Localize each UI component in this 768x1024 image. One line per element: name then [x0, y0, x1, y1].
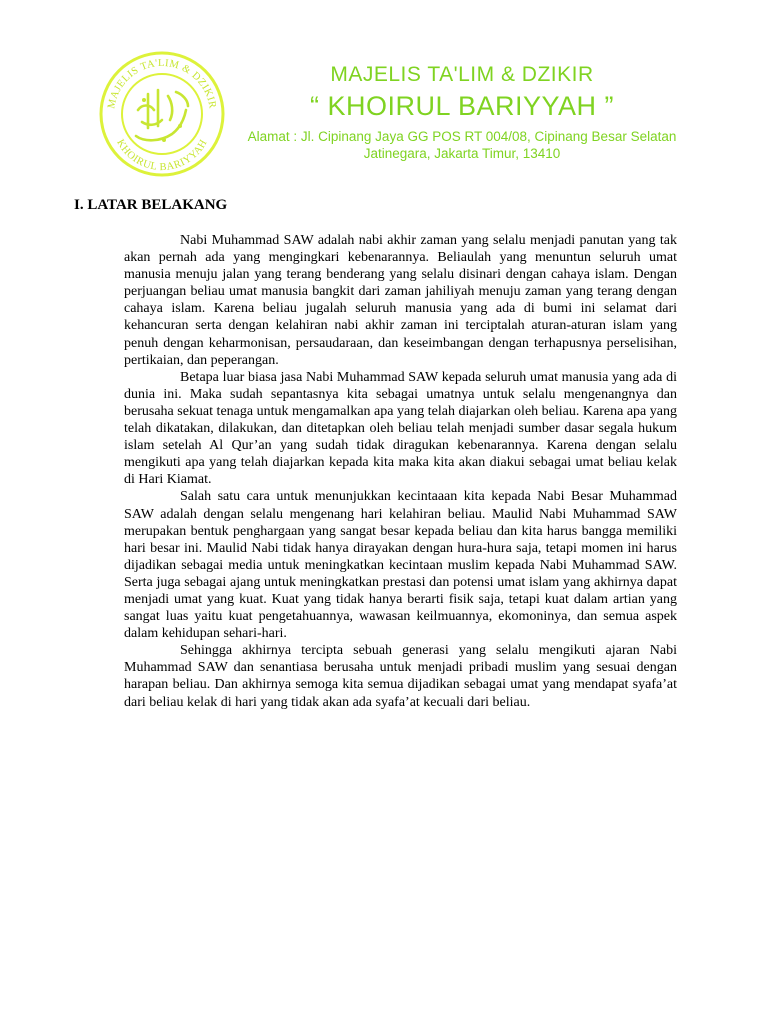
section-title: I. LATAR BELAKANG: [74, 197, 228, 213]
paragraph: Betapa luar biasa jasa Nabi Muhammad SAW kepada seluruh umat manusia yang ada di dunia ini. Maka sudah sepantasnya kita sebagai umatnya untuk selalu mengenangnya dan berusaha sekuat tenaga untuk mengamalkan apa yang telah diajarkan oleh beliau. Karena apa yang telah dikatakan, dilakukan, dan ditetapkan oleh beliau telah menjadi sumber dasar segala hukum islam setelah Al Qur’an yang sudah tidak diragukan kebenarannya. Karena dengan selalu mengikuti apa yang telah diajarkan kepada kita maka kita akan diakui sebagai umat beliau kelak di Hari Kiamat.: [124, 369, 677, 488]
document-body: [124, 232, 677, 711]
majelis-logo-icon: [98, 50, 226, 178]
paragraph: Salah satu cara untuk menunjukkan kecintaaan kita kepada Nabi Besar Muhammad SAW adalah dengan selalu mengenang hari kelahiran beliau. Maulid Nabi Muhammad SAW merupakan bentuk penghargaan yang sangat besar kepada beliau dan kita harus bangga memiliki hari besar ini. Maulid Nabi tidak hanya dirayakan dengan hura-hura saja, tetapi momen ini harus dijadikan sebagai media untuk meningkatkan kecintaan muslim kepada Nabi Muhammad SAW. Serta juga sebagai ajang untuk meningkatkan prestasi dan potensi umat islam yang akhirnya dapat menjadi umat yang kuat. Kuat yang tidak hanya berarti fisik saja, tetapi kuat dalam artian yang sangat luas yaitu kuat pengetahuannya, wawasan keilmuannya, ekomoninya, dan semua aspek dalam kehidupan sehari-hari.: [124, 489, 677, 642]
paragraph: Sehingga akhirnya tercipta sebuah generasi yang selalu mengikuti ajaran Nabi Muhammad SAW dan senantiasa berusaha untuk menjadi pribadi muslim yang sesuai dengan harapan beliau. Dan akhirnya semoga kita semua dijadikan sebagai umat yang mendapat syafa’at dari beliau kelak di hari yang tidak akan ada syafa’at kecuali dari beliau.: [124, 643, 677, 710]
address-line-2: Jatinegara, Jakarta Timur, 13410: [363, 146, 561, 161]
group-name: “ KHOIRUL BARIYYAH ”: [309, 91, 615, 121]
letterhead: [232, 62, 692, 162]
calligraphy-icon: [136, 90, 188, 142]
svg-text:KHOIRUL BARIYYAH: [114, 138, 210, 173]
address-line-1: Alamat : Jl. Cipinang Jaya GG POS RT 004/08, Cipinang Besar Selatan: [247, 129, 677, 144]
logo-ring-top-text: MAJELIS TA'LIM & DZIKIR: [106, 57, 218, 110]
paragraph: Nabi Muhammad SAW adalah nabi akhir zaman yang selalu menjadi panutan yang tak akan pernah ada yang mengingkari kebenarannya. Beliaulah yang menuntun seluruh umat manusia menuju jalan yang terang benderang yang selalu disinari dengan cahaya islam. Dengan perjuangan beliau umat manusia bangkit dari zaman jahiliyah menuju zaman yang terang dengan cahaya islam. Karena beliau jugalah seluruh manusia yang ada di bumi ini selamat dari kehancuran serta dengan kelahiran nabi akhir zaman ini terciptalah aturan-aturan islam yang penuh dengan keharmonisan, persaudaraan, dan keseimbangan dengan terhapusnya perselisihan, pertikaian, dan peperangan.: [124, 233, 677, 368]
logo-ring-bottom-text: KHOIRUL BARIYYAH: [114, 137, 210, 174]
organization-name: MAJELIS TA'LIM & DZIKIR: [330, 63, 594, 86]
